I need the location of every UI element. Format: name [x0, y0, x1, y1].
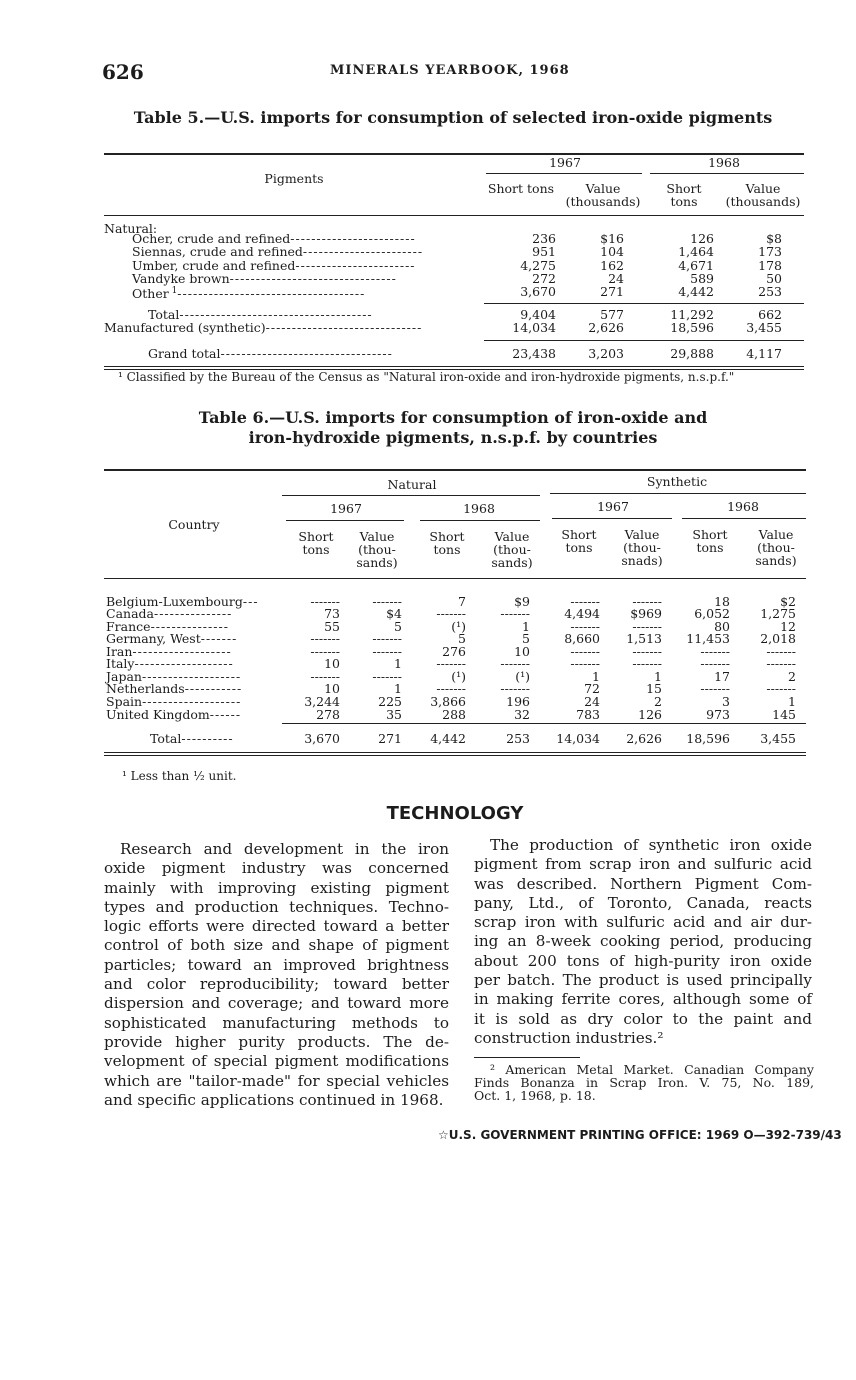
table5-cell-v68: $8 [766, 231, 782, 246]
table5-cell-v67: 162 [600, 258, 624, 273]
footnote-line: ² American Metal Market. Canadian Company [490, 1062, 814, 1077]
table5-group-natural: Natural: [104, 221, 158, 236]
table6-cell-n68s: ------- [436, 656, 466, 671]
table5-col-short-tons-1967: Short tons [487, 181, 555, 196]
table6-natural-1967: 1967 [330, 501, 362, 516]
left-column-text [104, 840, 449, 1110]
table6-cell-n67v: ------- [372, 594, 402, 609]
table6-col-s67-short: Short tons [561, 527, 597, 555]
text-line: ing an 8-week cooking period, producing [474, 932, 812, 951]
table6-cell-s68s: 17 [714, 669, 730, 684]
table6-cell-s67v: ------- [632, 656, 662, 671]
table6-col-n68-short: Short tons [429, 529, 465, 557]
table6-cell-s68v: 2,018 [760, 631, 796, 646]
table6-cell-n68v: ------- [500, 681, 530, 696]
table6-footnote: ¹ Less than ½ unit. [122, 769, 237, 783]
table6-cell-s68s: ------- [700, 656, 730, 671]
table6-cell-s67s: 72 [584, 681, 600, 696]
leader-dots: ------------------------------ [265, 320, 423, 335]
table6-cell-s67v: 1 [654, 669, 662, 684]
text-line: per batch. The product is used principally [474, 971, 812, 990]
table6-cell-n68v: 196 [506, 694, 530, 709]
table5-cell-v68: 50 [766, 271, 782, 286]
footnote-line: Oct. 1, 1968, p. 18. [474, 1088, 596, 1103]
table5-caption: Table 5.—U.S. imports for consumption of selected iron-oxide pigments [133, 108, 773, 127]
footnote-rule [474, 1057, 580, 1058]
table6-cell-n67v: 35 [386, 707, 402, 722]
table5-cell-v68: 253 [758, 284, 782, 299]
table6-cell-s67v: 126 [638, 707, 662, 722]
table6-cell-s68s: ------- [700, 681, 730, 696]
table6-cell-n67v: ------- [372, 644, 402, 659]
table6-cell-n68s: ------- [436, 606, 466, 621]
text-line: and color reproducibility; toward better [104, 975, 449, 994]
table6-cell-n68s: 4,442 [430, 731, 466, 746]
table6-synthetic-1968: 1968 [727, 499, 759, 514]
leader-dots: ------------------------------------- [179, 307, 373, 322]
table5-top-rule [104, 153, 804, 155]
table5-cell-v68: 3,455 [746, 320, 782, 335]
table6-cell-n68s: 5 [458, 631, 466, 646]
table6-cell-n67s: ------- [310, 631, 340, 646]
table6-cell-n68s: 276 [442, 644, 466, 659]
table5-row-label-text: Manufactured (synthetic) [104, 320, 266, 335]
table6-cell-s68s: 11,453 [686, 631, 730, 646]
table6-cell-s68s: 18,596 [686, 731, 730, 746]
text-line: about 200 tons of high-purity iron oxide [474, 951, 812, 970]
table6-cell-n68v: ------- [500, 606, 530, 621]
table5-cell-v68: 178 [758, 258, 782, 273]
table6-cell-n68v: (¹) [515, 669, 530, 684]
table5-cell-v67: 2,626 [588, 320, 624, 335]
table5-cell-v68: 4,117 [746, 346, 782, 361]
table5-col-pigments: Pigments [264, 171, 324, 186]
table6-cell-s68v: 3,455 [760, 731, 796, 746]
leader-dots: ------- [200, 631, 238, 646]
leader-dots: ----------------------- [302, 244, 424, 259]
table6-cell-s67s: ------- [570, 656, 600, 671]
footnote-line: Finds Bonanza in Scrap Iron. V. 75, No. 189, [474, 1075, 814, 1090]
leader-dots: ------------------------ [290, 231, 416, 246]
table6-total-rule [282, 723, 806, 724]
table6-natural-1968: 1968 [463, 501, 495, 516]
table6-cell-n68v: ------- [500, 656, 530, 671]
table5-row-label [132, 285, 365, 300]
table6-cell-n67v: 5 [394, 619, 402, 634]
table5-year-1967: 1967 [549, 155, 581, 170]
text-line: mainly with improving existing pigment [104, 878, 449, 897]
table6-cell-n67v: 271 [378, 731, 402, 746]
text-line: sophisticated manufacturing methods to [104, 1013, 449, 1032]
leader-dots: ------ [209, 707, 242, 722]
table6-cell-n67v: ------- [372, 669, 402, 684]
table5-cell-st67: 236 [532, 231, 556, 246]
table6-cell-s67s: 14,034 [556, 731, 600, 746]
table6-country-text: France [106, 619, 151, 634]
table5-cell-st68: 29,888 [670, 346, 714, 361]
table6-cell-n68v: 253 [506, 731, 530, 746]
table6-col-n68-value: Value (thou- sands) [491, 529, 533, 570]
page-number: 626 [102, 60, 144, 84]
table6-cell-s67s: 8,660 [564, 631, 600, 646]
table6-cell-n67s: 10 [324, 681, 340, 696]
table6-cell-n68v: 32 [514, 707, 530, 722]
footnote-marker: 1 [168, 286, 178, 296]
table6-cell-s67s: 4,494 [564, 606, 600, 621]
text-line: types and production techniques. Techno- [104, 897, 449, 916]
table5-cell-v67: 3,203 [588, 346, 624, 361]
table6-caption-line1: Table 6.—U.S. imports for consumption of iron-oxide and [198, 408, 708, 427]
running-title: MINERALS YEARBOOK, 1968 [330, 63, 570, 78]
table5-row-label [148, 347, 393, 360]
table6-bottom-rule [104, 752, 806, 753]
table6-cell-n67s: ------- [310, 594, 340, 609]
leader-dots: ------------------- [142, 694, 242, 709]
table6-cell-n67v: 225 [378, 694, 402, 709]
table5-cell-st68: 4,671 [678, 258, 714, 273]
table6-header-rule [104, 578, 806, 579]
table6-cell-s68s: 3 [722, 694, 730, 709]
table5-header-rule [104, 215, 804, 216]
leader-dots: --------------- [153, 606, 233, 621]
table5-row-label-text: Umber, crude and refined [132, 258, 296, 273]
table5-cell-v68: 173 [758, 244, 782, 259]
table5-bottom-rule [104, 366, 804, 367]
table6-country-text: Japan [106, 669, 142, 684]
table6-country-text: Italy [106, 656, 135, 671]
leader-dots: --------------- [150, 619, 229, 634]
table5-row-label-text: Other [132, 286, 169, 302]
text-line: control of both size and shape of pigment [104, 936, 449, 955]
table5-cell-v67: 24 [608, 271, 624, 286]
table5-cell-st67: 3,670 [520, 284, 556, 299]
table6-cell-n67s: 3,670 [304, 731, 340, 746]
text-line: pigment from scrap iron and sulfuric acid [474, 855, 812, 874]
table5-cell-st67: 14,034 [512, 320, 556, 335]
table5-cell-st68: 126 [690, 231, 714, 246]
table5-col-short-tons-1968: Short tons [666, 181, 702, 209]
table6-synthetic-1967: 1967 [597, 499, 629, 514]
table5-col-value-1967: Value (thousands) [565, 181, 641, 209]
table5-cell-st68: 589 [690, 271, 714, 286]
table6-cell-n67v: 1 [394, 681, 402, 696]
table6-cell-s67s: 1 [592, 669, 600, 684]
table6-country-text: Spain [106, 694, 143, 709]
table6-cell-s67v: 2 [654, 694, 662, 709]
table6-country-text: Germany, West [106, 631, 201, 646]
table6-cell-n68v: 10 [514, 644, 530, 659]
table6-cell-s68v: ------- [766, 644, 796, 659]
text-line: in making ferrite cores, although some of [474, 990, 812, 1009]
table5-cell-st67: 951 [532, 244, 556, 259]
table6-col-n67-short: Short tons [298, 529, 334, 557]
table6-group-synthetic: Synthetic [646, 474, 708, 489]
section-heading: TECHNOLOGY [386, 803, 524, 824]
text-line: construction industries.² [474, 1028, 664, 1047]
table6-cell-n67s: 3,244 [304, 694, 340, 709]
text-line: The production of synthetic iron oxide [490, 836, 812, 854]
table6-cell-n68v: 5 [522, 631, 530, 646]
table6-cell-s67s: ------- [570, 619, 600, 634]
table6-cell-n67s: ------- [310, 644, 340, 659]
table5-row-label-text: Ocher, crude and refined [132, 231, 291, 246]
leader-dots: -------------------------------- [229, 271, 397, 286]
table6-cell-s68v: 2 [788, 669, 796, 684]
table6-cell-n67v: 1 [394, 656, 402, 671]
table6-cell-n68s: ------- [436, 681, 466, 696]
table6-cell-s68v: 1 [788, 694, 796, 709]
table6-synthetic-rule [550, 493, 806, 494]
table6-n68-rule [420, 520, 540, 521]
table6-s68-rule [682, 518, 806, 519]
table6-natural-rule [282, 495, 540, 496]
table6-cell-s68s: ------- [700, 644, 730, 659]
table6-cell-n68s: 3,866 [430, 694, 466, 709]
table6-cell-n68s: 7 [458, 594, 466, 609]
text-line: velopment of special pigment modifications [104, 1052, 449, 1071]
table6-cell-s68s: 973 [706, 707, 730, 722]
table5-row-label-text: Total [148, 307, 180, 322]
text-line: dispersion and coverage; and toward more [104, 994, 449, 1013]
table6-country-text: Belgium-Luxembourg [106, 594, 243, 609]
right-column-text [474, 836, 812, 1048]
table5-cell-v67: 104 [600, 244, 624, 259]
table6-country-text: Netherlands [106, 681, 185, 696]
table5-cell-st67: 4,275 [520, 258, 556, 273]
table5-cell-v67: 577 [600, 307, 624, 322]
table6-cell-s67v: $969 [630, 606, 662, 621]
table5-row-label-text: Vandyke brown [132, 271, 230, 286]
table5-row-label [132, 272, 397, 285]
text-line: Research and development in the iron [120, 840, 449, 858]
table5-cell-st68: 11,292 [670, 307, 714, 322]
leader-dots: ------------------------------------ [177, 286, 366, 302]
table6-cell-s67v: 15 [646, 681, 662, 696]
table6-cell-n68s: (¹) [451, 669, 466, 684]
table6-cell-n67s: 55 [324, 619, 340, 634]
section-footnote [474, 1063, 814, 1102]
leader-dots: ----------- [184, 681, 243, 696]
table5-row-label [132, 245, 423, 258]
table5-grand-rule-1 [484, 340, 804, 341]
text-line: provide higher purity products. The de- [104, 1032, 449, 1051]
table6-cell-s67s: 783 [576, 707, 600, 722]
table6-cell-n67s: 10 [324, 656, 340, 671]
text-line: oxide pigment industry was concerned [104, 859, 449, 878]
leader-dots: ------------------- [134, 656, 234, 671]
table5-cell-st67: 9,404 [520, 307, 556, 322]
table6-cell-s68v: 145 [772, 707, 796, 722]
text-line: logic efforts were directed toward a better [104, 917, 449, 936]
table6-cell-n67v: ------- [372, 631, 402, 646]
table5-1967-rule [486, 173, 642, 174]
table5-subtotal-rule [484, 303, 804, 304]
table6-cell-s68v: 1,275 [760, 606, 796, 621]
text-line: it is sold as dry color to the paint and [474, 1009, 812, 1028]
table5-cell-st68: 1,464 [678, 244, 714, 259]
table5-cell-v67: $16 [600, 231, 624, 246]
table6-country-text: Total [150, 731, 182, 746]
table6-top-rule [104, 469, 806, 471]
table5-cell-v67: 271 [600, 284, 624, 299]
leader-dots: ------------------- [132, 644, 232, 659]
table6-cell-n68v: 1 [522, 619, 530, 634]
table5-cell-st68: 4,442 [678, 284, 714, 299]
table6-cell-s68v: $2 [780, 594, 796, 609]
table6-cell-n67s: 73 [324, 606, 340, 621]
table6-group-natural: Natural [387, 477, 437, 492]
table6-col-n67-value: Value (thou- sands) [356, 529, 398, 570]
table5-year-1968: 1968 [708, 155, 740, 170]
table6-country-text: Canada [106, 606, 154, 621]
table6-cell-s68v: 12 [780, 619, 796, 634]
table6-cell-n67s: ------- [310, 669, 340, 684]
printer-line: ☆U.S. GOVERNMENT PRINTING OFFICE: 1969 O—392-739/43 [438, 1128, 842, 1142]
table6-cell-s67v: ------- [632, 619, 662, 634]
table6-cell-s67v: ------- [632, 644, 662, 659]
table5-1968-rule [650, 173, 804, 174]
table6-cell-n67s: 278 [316, 707, 340, 722]
table6-cell-s68s: 18 [714, 594, 730, 609]
text-line: scrap iron with sulfuric acid and air dur- [474, 913, 812, 932]
table6-caption-line2: iron-hydroxide pigments, n.s.p.f. by countries [248, 428, 658, 447]
table6-bottom-rule-2 [104, 755, 806, 756]
table6-cell-s68v: ------- [766, 681, 796, 696]
table5-footnote: ¹ Classified by the Bureau of the Census as "Natural iron-oxide and iron-hydroxide pigments, n.s.p.f." [118, 370, 735, 384]
table6-col-s68-short: Short tons [692, 527, 728, 555]
table6-cell-n68s: (¹) [451, 619, 466, 634]
table5-cell-v68: 662 [758, 307, 782, 322]
leader-dots: ------------------- [141, 669, 242, 684]
text-line: particles; toward an improved brightness [104, 955, 449, 974]
table6-cell-n68v: $9 [514, 594, 530, 609]
leader-dots: ----------------------- [295, 258, 416, 273]
table6-country-text: Iran [106, 644, 133, 659]
table5-row-label [104, 321, 422, 334]
table6-cell-n68s: 288 [442, 707, 466, 722]
table5-cell-st67: 23,438 [512, 346, 556, 361]
table6-cell-s67s: ------- [570, 644, 600, 659]
table5-cell-st67: 272 [532, 271, 556, 286]
leader-dots: --------------------------------- [220, 346, 393, 361]
table5-row-label-text: Grand total [148, 346, 221, 361]
table6-cell-s68s: 80 [714, 619, 730, 634]
table6-cell-n67v: $4 [386, 606, 402, 621]
table6-cell-s68s: 6,052 [694, 606, 730, 621]
table6-cell-s67s: 24 [584, 694, 600, 709]
text-line: pany, Ltd., of Toronto, Canada, reacts [474, 893, 812, 912]
table6-s67-rule [552, 518, 672, 519]
table6-col-s67-value: Value (thou- snads) [621, 527, 663, 568]
text-line: was described. Northern Pigment Com- [474, 874, 812, 893]
table6-cell-s67s: ------- [570, 594, 600, 609]
table6-row-label [106, 708, 241, 721]
table6-col-country: Country [168, 517, 220, 532]
table5-col-value-1968: Value (thousands) [725, 181, 801, 209]
table6-col-s68-value: Value (thou- sands) [755, 527, 797, 568]
text-line: which are "tailor-made" for special vehicles [104, 1071, 449, 1090]
table5-row-label-text: Siennas, crude and refined [132, 244, 303, 259]
table6-cell-s67v: 1,513 [626, 631, 662, 646]
table6-row-label [150, 732, 234, 745]
leader-dots: ---------- [181, 731, 234, 746]
table5-cell-st68: 18,596 [670, 320, 714, 335]
table6-cell-s68v: ------- [766, 656, 796, 671]
leader-dots: --- [242, 594, 259, 609]
text-line: and specific applications continued in 1968. [104, 1090, 444, 1109]
table6-country-text: United Kingdom [106, 707, 210, 722]
table6-n67-rule [286, 520, 404, 521]
table6-cell-s67v: 2,626 [626, 731, 662, 746]
table6-cell-s67v: ------- [632, 594, 662, 609]
